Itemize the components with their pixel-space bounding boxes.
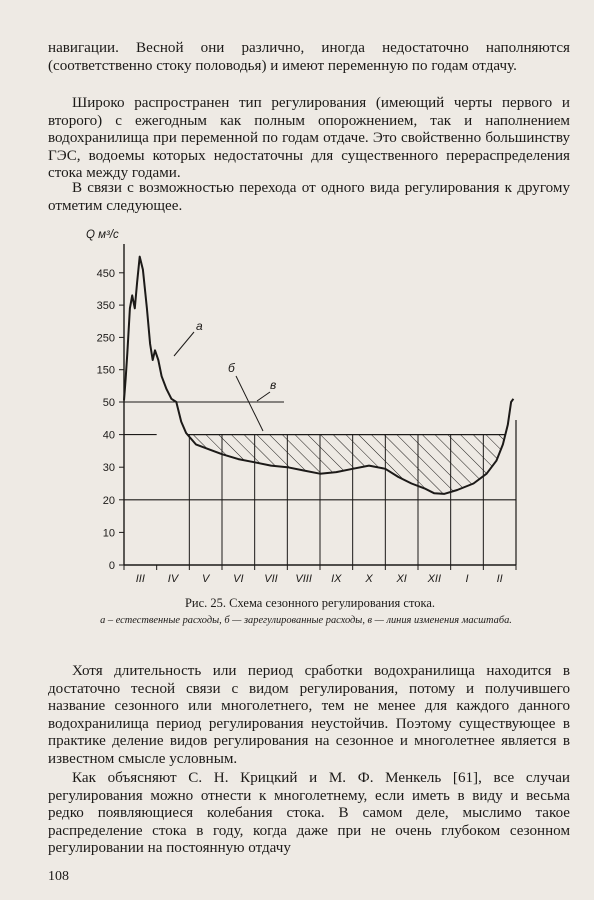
figure-caption: Рис. 25. Схема сезонного регулирования стока. [184, 596, 436, 610]
storage-hatch-area [187, 435, 505, 494]
leader-v [257, 392, 270, 401]
page-number: 108 [48, 869, 69, 884]
x-tick-label: III [135, 573, 145, 585]
y-tick-label: 40 [102, 429, 115, 442]
y-tick-label: 10 [102, 527, 115, 540]
paragraph-1: навигации. Весной они различно, иногда недостаточно наполняются (соответственно стоку половодья) и имеют переменную по годам отдачу. [48, 40, 570, 74]
x-tick-label: IV [167, 573, 179, 585]
curve-label-a: а [196, 319, 203, 333]
x-tick-label: IX [331, 573, 342, 585]
y-tick-label: 0 [108, 560, 115, 572]
x-tick-label: I [465, 573, 469, 585]
figure-legend: а – естественные расходы, б — зарегулированные расходы, в — линия изменения масштаба. [100, 615, 512, 626]
x-tick-label: VII [264, 573, 278, 585]
y-tick-label: 250 [96, 332, 115, 345]
x-tick-label: VIII [295, 573, 312, 585]
curve-label-b: б [228, 361, 235, 375]
y-tick-label: 350 [96, 300, 115, 313]
x-tick-label: V [201, 573, 210, 585]
paragraph-2: Широко распространен тип регулирования (имеющий черты первого и второго) с ежегодным как полным опорожнением, так и наполнением водохранилища при переменной по годам отдаче. Это свойственно большинству ГЭС, водоемы которых недостаточны для существенного перераспределения стока между годами. [48, 95, 570, 182]
paragraph-3: В связи с возможностью перехода от одного вида регулирования к другому отметим следующее. [48, 180, 570, 214]
paragraph-5: Как объясняют С. Н. Крицкий и М. Ф. Менкель [61], все случаи регулирования можно отнести к многолетнему, если иметь в виду и весьма редко появляющиеся колебания стока. В самом деле, мыслимо такое распределение стока в году, когда даже при не очень глубоком сезонном регулировании на постоянную отдачу [48, 770, 570, 857]
curve-label-v: в [270, 378, 277, 392]
y-tick-label: 450 [96, 267, 115, 280]
x-tick-label: XI [396, 573, 407, 585]
leader-b [236, 376, 263, 431]
paragraph-4: Хотя длительность или период сработки водохранилища находится в достаточно тесной связи с видом регулирования, потому и получившего название сезонного или многолетнего, тем не менее для каждого данного водохранилища период регулирования неустойчив. Поэтому существующее в практике деление видов регулирования на сезонное и многолетнее является в известном смысле условным. [48, 663, 570, 767]
y-tick-label: 20 [102, 494, 115, 507]
y-tick-label: 150 [96, 364, 115, 377]
y-tick-label: 50 [102, 397, 115, 409]
leader-a [174, 332, 194, 356]
x-tick-label: X [365, 573, 373, 585]
x-tick-label: VI [233, 573, 244, 585]
y-axis-label: Q м³/с [86, 229, 119, 241]
y-tick-label: 30 [102, 462, 115, 475]
x-tick-label: XII [427, 573, 442, 585]
x-tick-label: II [496, 573, 503, 585]
